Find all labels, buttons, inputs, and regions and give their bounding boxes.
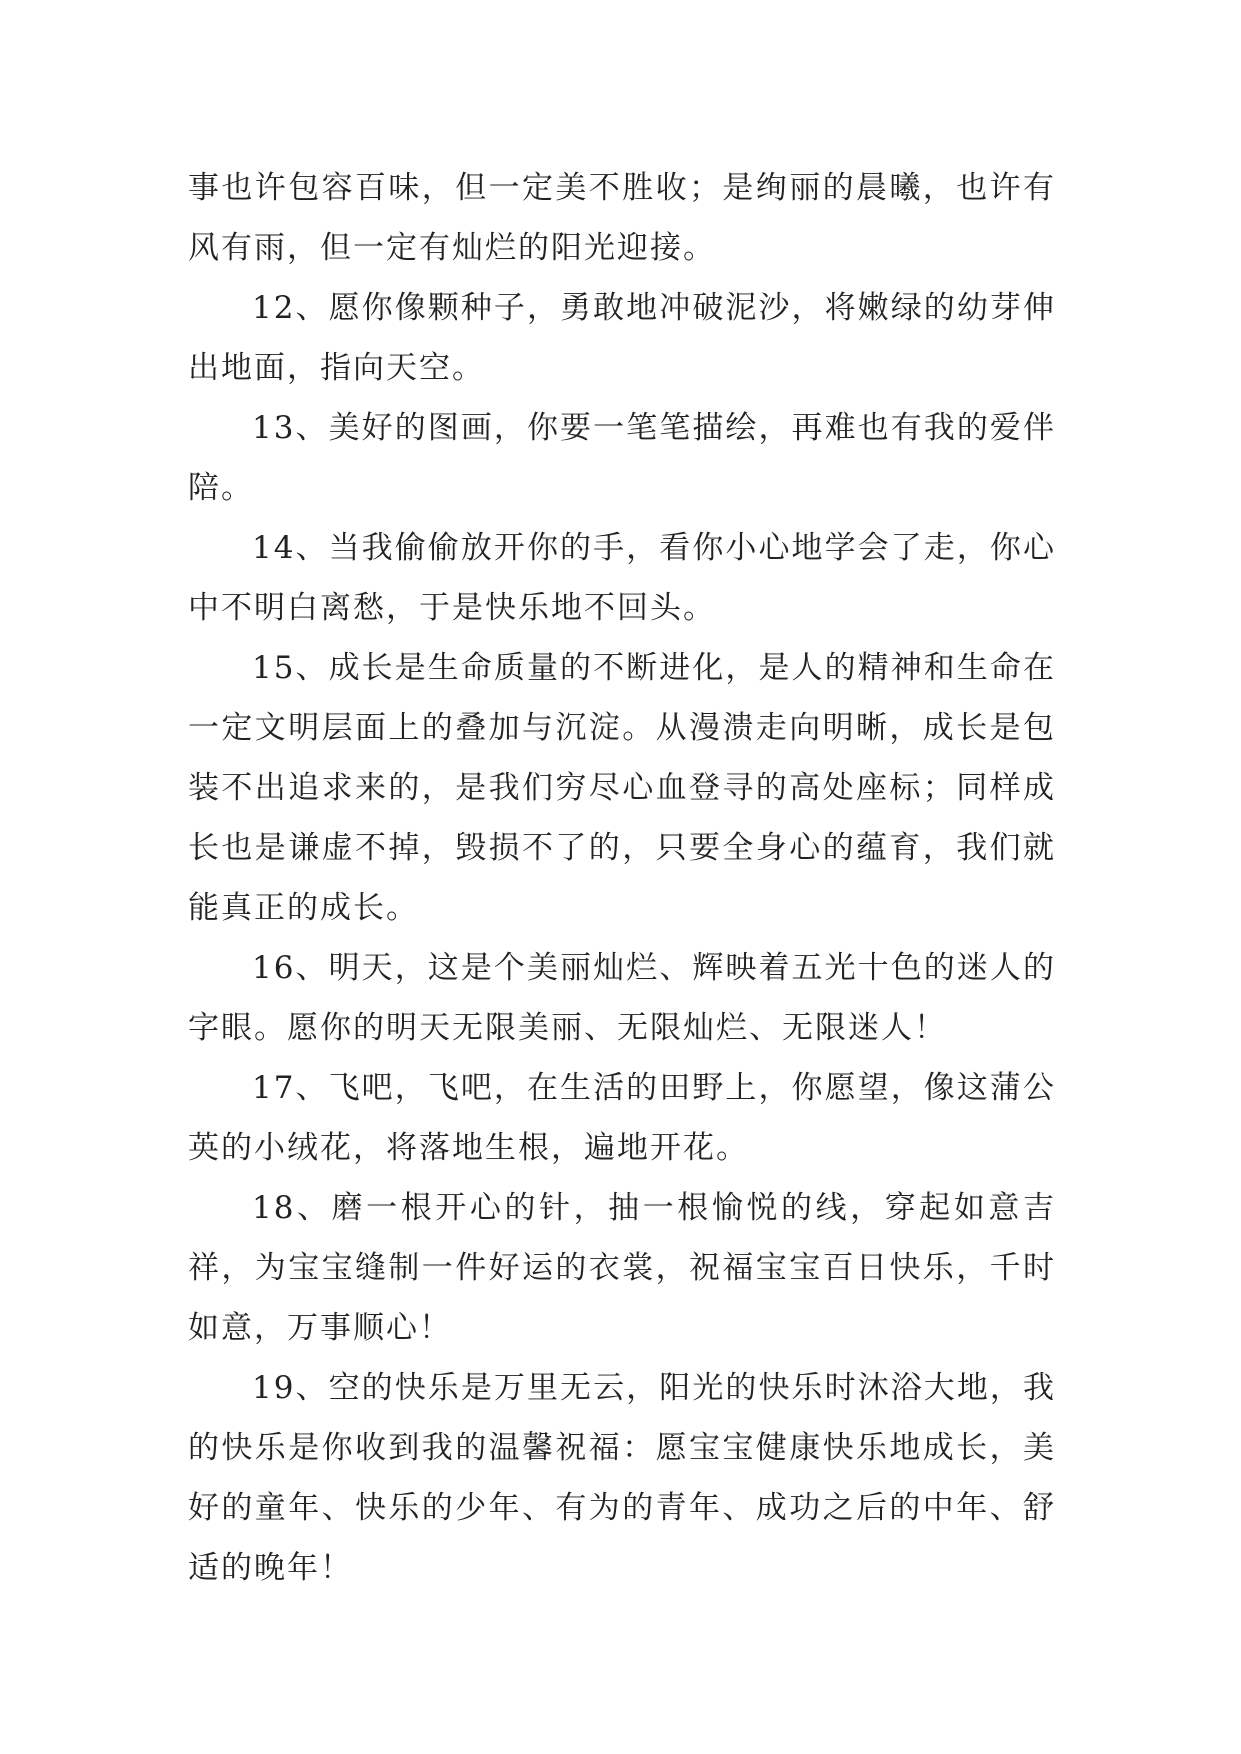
paragraph-17: 17、飞吧，飞吧，在生活的田野上，你愿望，像这蒲公英的小绒花，将落地生根，遍地开花。 (188, 1070, 1056, 1166)
paragraph-18: 18、磨一根开心的针，抽一根愉悦的线，穿起如意吉祥，为宝宝缝制一件好运的衣裳，祝福宝宝百日快乐，千时如意，万事顺心！ (188, 1190, 1056, 1346)
paragraph-14: 14、当我偷偷放开你的手，看你小心地学会了走，你心中不明白离愁，于是快乐地不回头。 (188, 530, 1056, 626)
paragraph-continued: 事也许包容百味，但一定美不胜收；是绚丽的晨曦，也许有风有雨，但一定有灿烂的阳光迎接。 (188, 170, 1056, 266)
document-body (188, 158, 1056, 1598)
paragraph-19: 19、空的快乐是万里无云，阳光的快乐时沐浴大地，我的快乐是你收到我的温馨祝福：愿宝宝健康快乐地成长，美好的童年、快乐的少年、有为的青年、成功之后的中年、舒适的晚年！ (188, 1370, 1056, 1586)
paragraph-13: 13、美好的图画，你要一笔笔描绘，再难也有我的爱伴陪。 (188, 410, 1056, 506)
paragraph-16: 16、明天，这是个美丽灿烂、辉映着五光十色的迷人的字眼。愿你的明天无限美丽、无限灿烂、无限迷人！ (188, 950, 1056, 1046)
paragraph-12: 12、愿你像颗种子，勇敢地冲破泥沙，将嫩绿的幼芽伸出地面，指向天空。 (188, 290, 1056, 386)
paragraph-15: 15、成长是生命质量的不断进化，是人的精神和生命在一定文明层面上的叠加与沉淀。从漫溃走向明晰，成长是包装不出追求来的，是我们穷尽心血登寻的高处座标；同样成长也是谦虚不掉，毁损不了的，只要全身心的蕴育，我们就能真正的成长。 (188, 650, 1056, 926)
